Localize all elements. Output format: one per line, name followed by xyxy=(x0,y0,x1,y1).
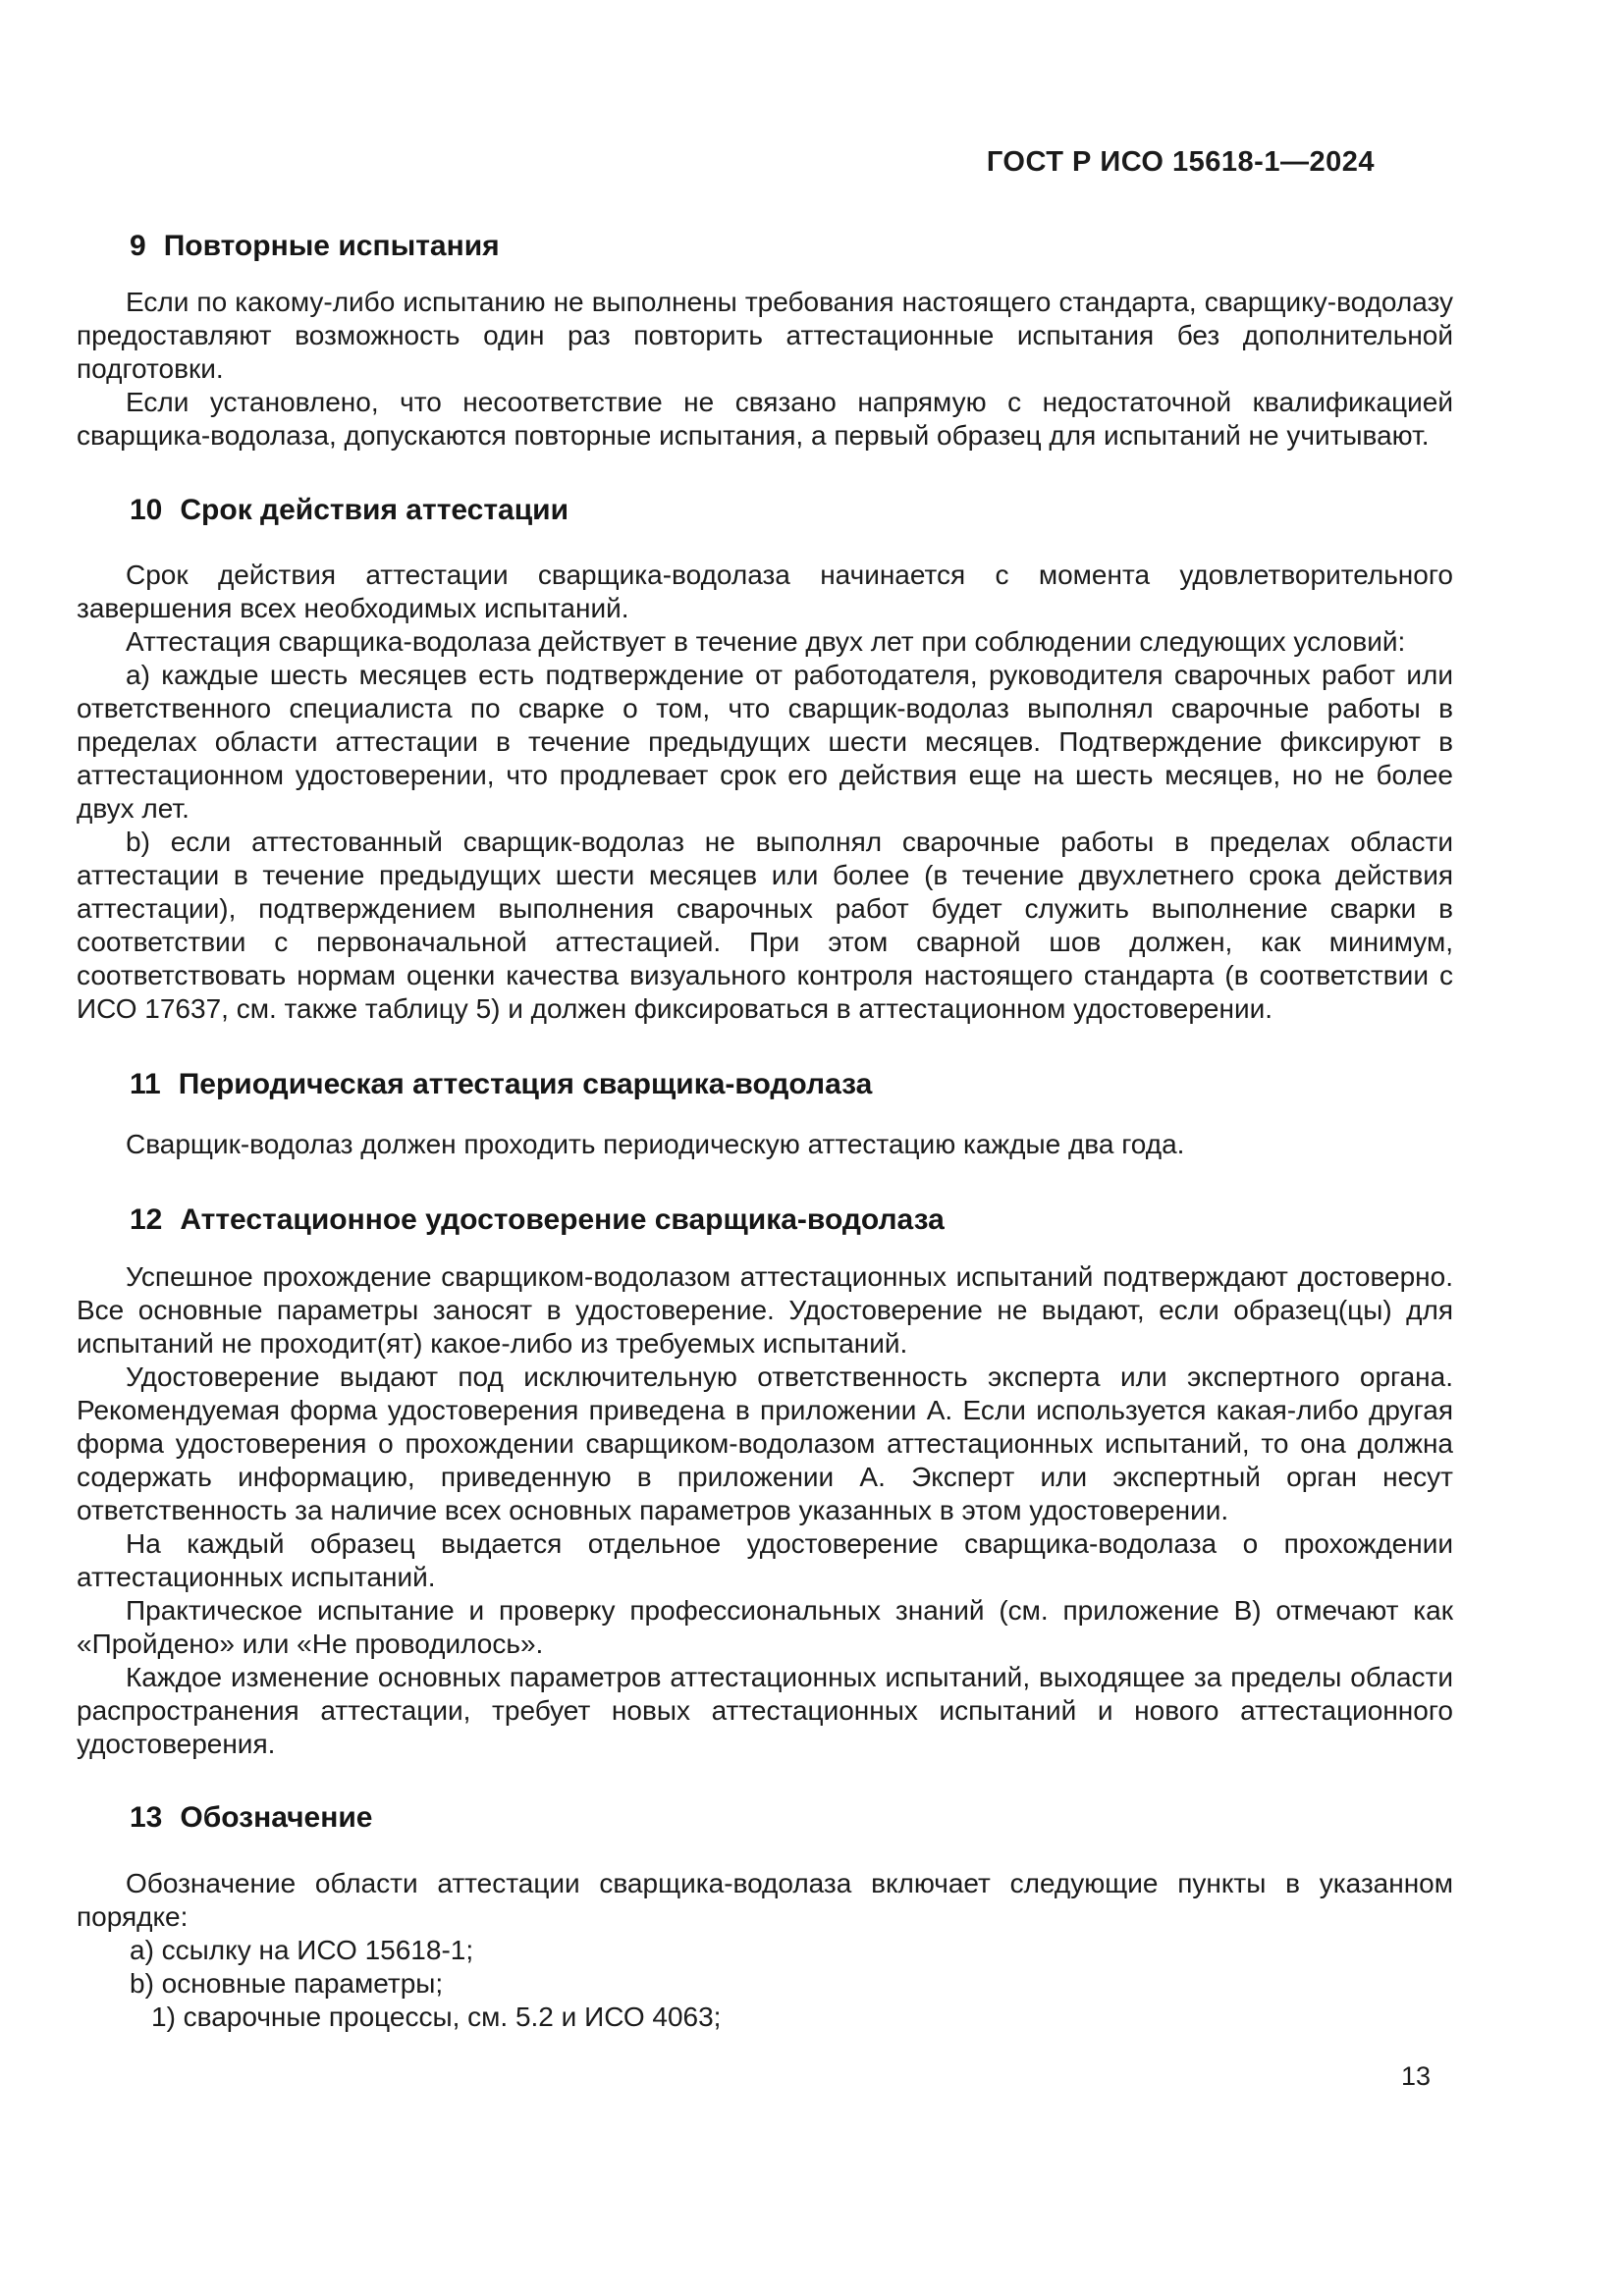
paragraph: Практическое испытание и проверку профессиональных знаний (см. приложение B) отмечают как «Пройдено» или «Не проводилось». xyxy=(77,1595,1453,1659)
section-title: Обозначение xyxy=(180,1801,373,1834)
section-13-designation xyxy=(77,1798,1453,2034)
list-item-b: b) если аттестованный сварщик-водолаз не выполнял сварочные работы в пределах области аттестации в течение предыдущих шести месяцев или более (в течение двухлетнего срока действия аттестации), подтверждением выполнения сварочных работ будет служить выполнение сварки в соответствии с первоначальной аттестацией. При этом сварной шов должен, как минимум, соответствовать нормам оценки качества визуального контроля настоящего стандарта (в соответствии с ИСО 17637, см. также таблицу 5) и должен фиксироваться в аттестационном удостоверении. xyxy=(77,827,1453,1024)
text-column xyxy=(77,0,1453,2034)
page-number: 13 xyxy=(1400,2061,1431,2091)
paragraph: Аттестация сварщика-водолаза действует в течение двух лет при соблюдении следующих условий: xyxy=(126,626,1406,657)
paragraph: Если по какому-либо испытанию не выполнены требования настоящего стандарта, сварщику-водолазу предоставляют возможность один раз повторить аттестационные испытания без дополнительной подготовки. xyxy=(77,287,1453,384)
section-number: 9 xyxy=(130,230,146,262)
paragraph: На каждый образец выдается отдельное удостоверение сварщика-водолаза о прохождении аттестационных испытаний. xyxy=(77,1528,1453,1592)
section-heading xyxy=(130,1798,1453,1838)
section-number: 10 xyxy=(130,494,163,526)
paragraph: Успешное прохождение сварщиком-водолазом аттестационных испытаний подтверждают достоверно. Все основные параметры заносят в удостоверение. Удостоверение не выдают, если образец(цы) для испытаний не проходит(ят) какое-либо из требуемых испытаний. xyxy=(77,1261,1453,1359)
section-12-certification-document xyxy=(77,1201,1453,1761)
section-heading xyxy=(130,1201,1453,1240)
list-item-b: b) основные параметры; xyxy=(130,1968,444,1999)
section-9-repeat-tests xyxy=(77,227,1453,453)
paragraph: Если установлено, что несоответствие не связано напрямую с недостаточной квалификацией сварщика-водолаза, допускаются повторные испытания, а первый образец для испытаний не учитывают. xyxy=(77,387,1453,451)
list-item-1: 1) сварочные процессы, см. 5.2 и ИСО 4063; xyxy=(151,2002,722,2032)
section-title: Повторные испытания xyxy=(163,230,500,262)
section-10-validity-period xyxy=(77,491,1453,1026)
section-heading xyxy=(130,227,1453,266)
section-11-periodic-certification xyxy=(77,1065,1453,1161)
paragraph: Срок действия аттестации сварщика-водолаза начинается с момента удовлетворительного завершения всех необходимых испытаний. xyxy=(77,560,1453,623)
section-heading xyxy=(130,491,1453,530)
section-title: Периодическая аттестация сварщика-водолаза xyxy=(178,1068,873,1100)
section-heading xyxy=(130,1065,1453,1104)
section-title: Аттестационное удостоверение сварщика-водолаза xyxy=(180,1203,945,1236)
paragraph: Каждое изменение основных параметров аттестационных испытаний, выходящее за пределы области распространения аттестации, требует новых аттестационных испытаний и нового аттестационного удостоверения. xyxy=(77,1662,1453,1759)
section-number: 13 xyxy=(130,1801,163,1834)
section-number: 11 xyxy=(130,1068,161,1100)
list-item-a: a) ссылку на ИСО 15618-1; xyxy=(130,1935,474,1965)
paragraph: Обозначение области аттестации сварщика-водолаза включает следующие пункты в указанном порядке: xyxy=(77,1868,1453,1932)
paragraph: Сварщик-водолаз должен проходить периодическую аттестацию каждые два года. xyxy=(126,1129,1185,1159)
section-number: 12 xyxy=(130,1203,163,1236)
paragraph: Удостоверение выдают под исключительную ответственность эксперта или экспертного органа. Рекомендуемая форма удостоверения приведена в приложении А. Если используется какая-либо другая форма удостоверения о прохождении сварщиком-водолазом аттестационных испытаний, то она должна содержать информацию, приведенную в приложении А. Эксперт или экспертный орган несут ответственность за наличие всех основных параметров указанных в этом удостоверении. xyxy=(77,1362,1453,1525)
running-header-standard-designation: ГОСТ Р ИСО 15618-1—2024 xyxy=(986,146,1375,178)
section-title: Срок действия аттестации xyxy=(180,494,569,526)
list-item-a: a) каждые шесть месяцев есть подтверждение от работодателя, руководителя сварочных работ или ответственного специалиста по сварке о том, что сварщик-водолаз выполнял сварочные работы в пределах области аттестации в течение предыдущих шести месяцев. Подтверждение фиксируют в аттестационном удостоверении, что продлевает срок его действия еще на шесть месяцев, но не более двух лет. xyxy=(77,660,1453,824)
